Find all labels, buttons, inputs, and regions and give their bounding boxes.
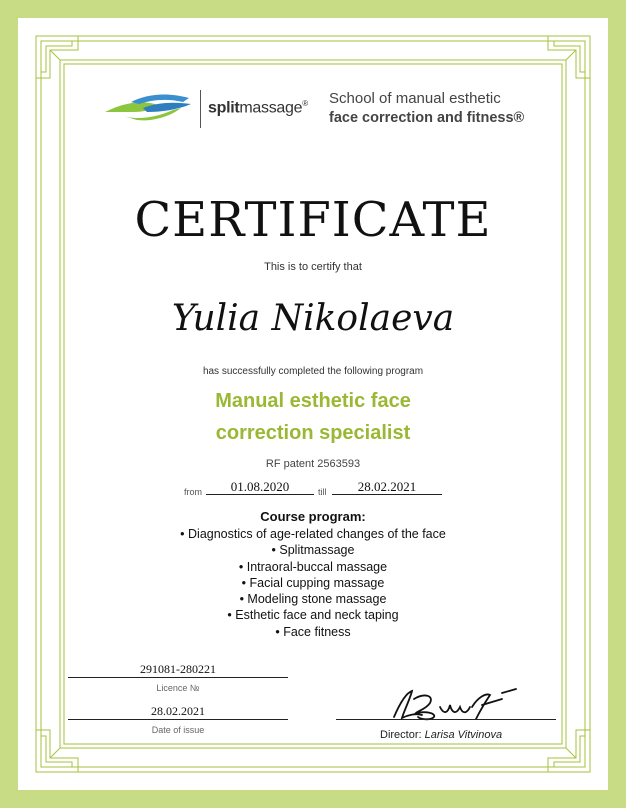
course-item: • Face fitness bbox=[275, 624, 351, 639]
completed-text: has successfully completed the following program bbox=[202, 366, 424, 377]
course-program-title: Course program: bbox=[260, 509, 366, 524]
licence-caption: Licence № bbox=[156, 683, 200, 693]
program-title-line-2: correction specialist bbox=[215, 422, 411, 444]
signature-line bbox=[336, 719, 556, 720]
school-line-2: face correction and fitness® bbox=[329, 110, 525, 126]
brand-mark: ® bbox=[302, 99, 308, 108]
course-item: • Splitmassage bbox=[271, 543, 355, 558]
patent-number: RF patent 2563593 bbox=[265, 458, 361, 470]
brand-rest: massage bbox=[239, 99, 303, 117]
director-line bbox=[380, 729, 502, 741]
course-item: • Intraoral-buccal massage bbox=[238, 559, 388, 574]
certify-text: This is to certify that bbox=[264, 261, 362, 273]
till-date: 28.02.2021 bbox=[332, 479, 442, 495]
course-item: • Diagnostics of age-related changes of the face bbox=[180, 527, 446, 541]
brand-bold: split bbox=[208, 99, 240, 117]
issue-caption: Date of issue bbox=[151, 725, 205, 735]
licence-number: 291081-280221 bbox=[68, 662, 288, 678]
school-line-1: School of manual esthetic bbox=[329, 90, 501, 107]
till-label: till bbox=[318, 487, 327, 497]
issue-date: 28.02.2021 bbox=[68, 704, 288, 720]
brand-name bbox=[208, 99, 308, 117]
certificate-title: CERTIFICATE bbox=[134, 192, 492, 248]
from-label: from bbox=[184, 487, 202, 497]
course-item: • Modeling stone massage bbox=[239, 592, 387, 607]
recipient-name: Yulia Nikolaeva bbox=[171, 298, 455, 339]
course-item: • Esthetic face and neck taping bbox=[227, 608, 399, 623]
course-item: • Facial cupping massage bbox=[241, 575, 385, 590]
director-name: Larisa Vitvinova bbox=[424, 729, 503, 741]
program-title-line-1: Manual esthetic face bbox=[215, 390, 411, 412]
director-label: Director: bbox=[380, 729, 422, 741]
course-program-list bbox=[0, 526, 626, 640]
from-date: 01.08.2020 bbox=[206, 479, 314, 495]
two-hands-logo-icon bbox=[103, 90, 193, 126]
logo-divider bbox=[200, 90, 201, 128]
